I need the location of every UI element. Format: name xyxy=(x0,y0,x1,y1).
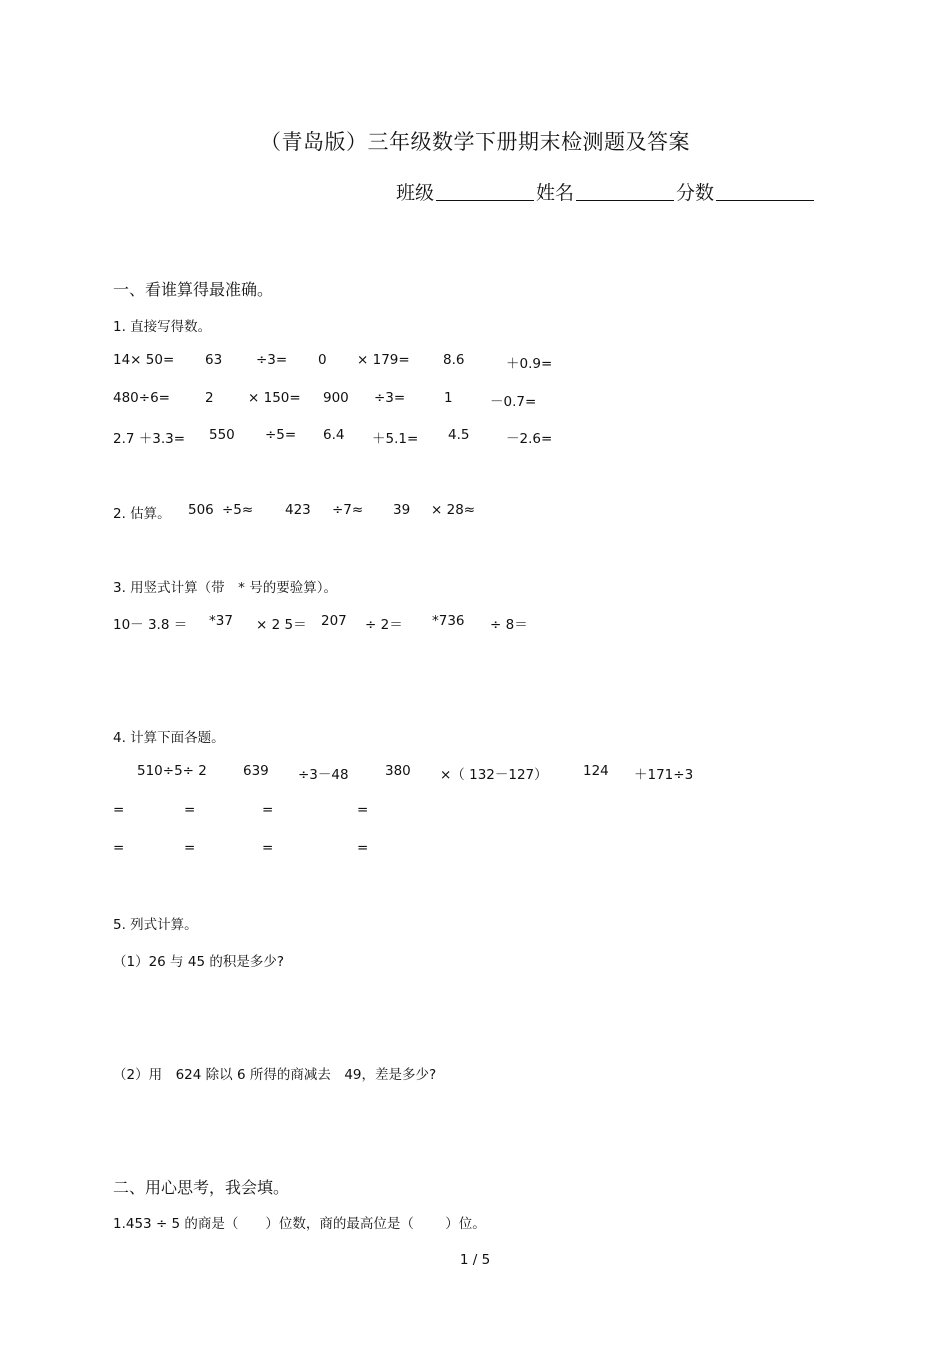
q4-item: ×（ 132－127） xyxy=(440,767,548,783)
class-blank xyxy=(436,182,534,201)
score-blank xyxy=(716,182,814,201)
q5-sub1: （1）26 与 45 的积是多少? xyxy=(113,954,284,970)
q4-equals: = xyxy=(184,802,196,818)
q1-cell: 900 xyxy=(323,390,349,406)
q5-label: 5. 列式计算。 xyxy=(113,917,198,933)
q1-cell: 14× 50= xyxy=(113,352,175,368)
q4-equals: = xyxy=(262,840,274,856)
q2-item: 506 xyxy=(188,502,214,518)
q4-item: ＋171÷3 xyxy=(634,767,694,783)
q4-item: 124 xyxy=(583,763,609,779)
name-blank xyxy=(576,182,674,201)
section2-heading: 二、用心思考，我会填。 xyxy=(113,1178,290,1197)
q4-item: ÷3－48 xyxy=(298,767,349,783)
q2-item: × 28≈ xyxy=(431,502,476,518)
q3-item: 10－ 3.8 ＝ xyxy=(113,617,188,633)
section2-q1: 1.453 ÷ 5 的商是（ ）位数，商的最高位是（ ）位。 xyxy=(113,1216,486,1232)
q4-equals: = xyxy=(262,802,274,818)
q5-sub2: （2）用 624 除以 6 所得的商减去 49，差是多少? xyxy=(113,1067,437,1083)
page-title: （青岛版）三年级数学下册期末检测题及答案 xyxy=(260,130,690,154)
q2-item: 39 xyxy=(393,502,411,518)
q1-cell: －2.6= xyxy=(506,431,553,447)
q3-item: ÷ 8＝ xyxy=(490,617,528,633)
q1-label: 1. 直接写得数。 xyxy=(113,319,212,335)
q1-cell: 550 xyxy=(209,427,235,443)
q1-cell: 480÷6= xyxy=(113,390,170,406)
score-label: 分数 xyxy=(676,182,715,204)
q4-equals: = xyxy=(357,802,369,818)
q3-item: ÷ 2＝ xyxy=(365,617,403,633)
q1-cell: 6.4 xyxy=(323,427,345,443)
q4-equals: = xyxy=(113,840,125,856)
q2-item: 423 xyxy=(285,502,311,518)
q3-item: *736 xyxy=(432,613,465,629)
q4-equals: = xyxy=(184,840,196,856)
q4-item: 510÷5÷ 2 xyxy=(137,763,207,779)
q1-cell: 63 xyxy=(205,352,223,368)
q1-cell: 0 xyxy=(318,352,327,368)
q3-label: 3. 用竖式计算（带 * 号的要验算）。 xyxy=(113,580,337,596)
q3-item: × 2 5＝ xyxy=(256,617,307,633)
q1-cell: ÷5= xyxy=(265,427,297,443)
q2-item: ÷7≈ xyxy=(332,502,364,518)
q3-item: 207 xyxy=(321,613,347,629)
q1-cell: 2 xyxy=(205,390,214,406)
q1-cell: 2.7 ＋3.3= xyxy=(113,431,186,447)
q4-item: 380 xyxy=(385,763,411,779)
q1-cell: ＋0.9= xyxy=(506,356,553,372)
q4-label: 4. 计算下面各题。 xyxy=(113,730,225,746)
q1-cell: 4.5 xyxy=(448,427,470,443)
q4-equals: = xyxy=(113,802,125,818)
q2-label: 2. 估算。 xyxy=(113,506,171,522)
q4-equals: = xyxy=(357,840,369,856)
q4-item: 639 xyxy=(243,763,269,779)
page-number: 1 / 5 xyxy=(459,1252,491,1268)
q3-item: *37 xyxy=(209,613,233,629)
q1-cell: ÷3= xyxy=(374,390,406,406)
q1-cell: ＋5.1= xyxy=(372,431,419,447)
q1-cell: 1 xyxy=(444,390,453,406)
q1-cell: × 179= xyxy=(357,352,410,368)
q1-cell: × 150= xyxy=(248,390,301,406)
q1-cell: ÷3= xyxy=(256,352,288,368)
q1-cell: －0.7= xyxy=(490,394,537,410)
name-label: 姓名 xyxy=(536,182,575,204)
student-info-line xyxy=(396,178,816,205)
section1-heading: 一、看谁算得最准确。 xyxy=(113,280,274,299)
q1-cell: 8.6 xyxy=(443,352,465,368)
class-label: 班级 xyxy=(396,182,435,204)
q2-item: ÷5≈ xyxy=(222,502,254,518)
